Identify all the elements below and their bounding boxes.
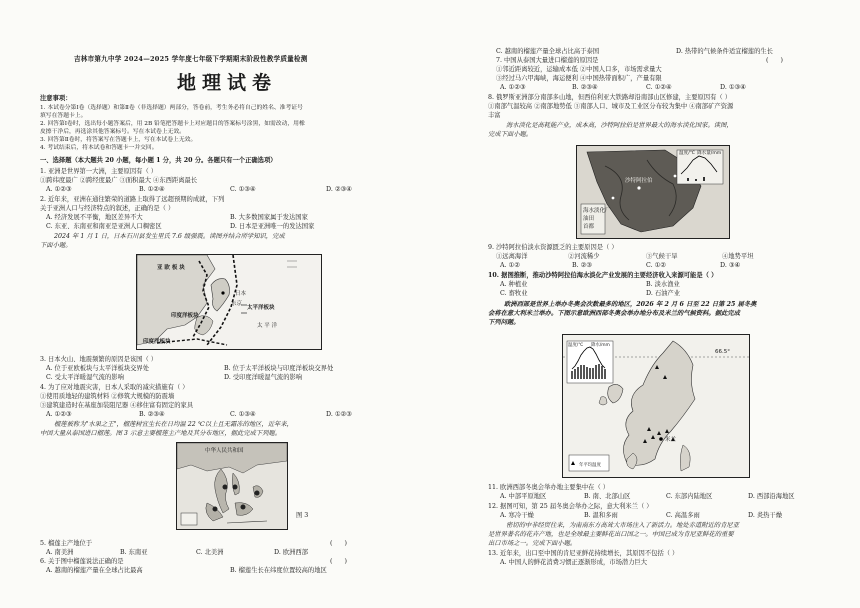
option-b: B. 南、北部山区 xyxy=(584,493,631,500)
chart-label: 温度/℃ xyxy=(679,151,695,156)
answer-bracket: ( ) xyxy=(330,540,347,547)
legend-item: 油田 xyxy=(583,216,595,222)
intro-desal: 海水淡化是高耗能产业，成本高，沙特阿拉伯是世界最大的海水淡化国家。读图， xyxy=(506,122,733,129)
question-8-items: ①南部气温较高 ②南部地势低 ③南部人口、城市及工业区分布较为集中 ④南部矿产资源 xyxy=(488,103,734,110)
option-c: C. ①③④ xyxy=(230,411,256,418)
notice-line: 填写在答题卡上。 xyxy=(40,113,87,119)
figure-caption: 图 3 xyxy=(296,512,309,519)
option-d: D. ①②③ xyxy=(326,411,352,418)
question-9-items: ③气候干旱 xyxy=(646,253,678,260)
option-d: D. ②③④ xyxy=(326,186,352,193)
question-4-items: ③建筑建造时在基座加装阻尼器 ④移住富有固定的家具 xyxy=(40,402,194,409)
saudi-map xyxy=(576,145,730,239)
exam-title: 地理试卷 xyxy=(177,72,278,94)
option-c: C. ①②④ xyxy=(646,84,672,91)
question-1-items: ①跨纬度最广 ②跨经度最广 ③面积最大 ④东西距离最长 xyxy=(40,177,198,184)
chart-label: 温度/℃ xyxy=(568,343,584,348)
option-a: A. 种植业 xyxy=(500,281,528,288)
question-9-items: ②河流稀少 xyxy=(568,253,600,260)
option-c: C. 东亚、东南亚和南亚是亚洲人口稠密区 xyxy=(46,223,162,230)
question-2: 2. 近年来，亚洲在通往繁荣的道路上取得了远超预期的成就，下列 xyxy=(40,196,225,203)
option-d: D. ①③④ xyxy=(720,84,746,91)
question-9-items: ①远离海洋 xyxy=(496,253,528,260)
saudi-map-graphic xyxy=(577,146,729,238)
answer-bracket: ( ) xyxy=(330,558,347,565)
option-a: A. 位于亚欧板块与太平洋板块交界处 xyxy=(46,365,150,372)
option-b: B. 淡水渔业 xyxy=(646,281,680,288)
option-b: B. ②③④ xyxy=(572,84,598,91)
option-c: C. 东部内陆地区 xyxy=(666,493,713,500)
question-11: 11. 欧洲西部冬奥会举办地主要集中在（ ） xyxy=(488,484,610,491)
notice-line: 3. 回答第Ⅱ卷时，将答案写在答题卡上，写在本试卷上无效。 xyxy=(40,137,197,143)
notice-line: 4. 考试结束后，将本试卷和答题卡一并交回。 xyxy=(40,145,158,151)
map-label: 印度洋板块 xyxy=(143,339,171,345)
option-c: C. 畜牧业 xyxy=(500,290,528,297)
option-a: A. ①②③ xyxy=(46,411,72,418)
map-label: 米兰 xyxy=(665,437,677,443)
option-c: C. 高温多雨 xyxy=(666,512,700,519)
legend-item: 年平均温度 xyxy=(579,463,601,468)
question-1: 1. 亚洲是世界第一大洲，主要原因有（ ） xyxy=(40,168,158,175)
notice-line: 1. 本试卷分第Ⅰ卷（选择题）和第Ⅱ卷（非选择题）两部分，答卷前，考生务必将自己的姓名、准考证号 xyxy=(40,105,303,111)
left-column xyxy=(40,0,418,608)
question-5: 5. 榴莲主产地位于 xyxy=(40,540,93,547)
intro-euro-cont: 下列问题。 xyxy=(488,319,520,326)
question-2-cont: 关于亚洲人口与经济特点的叙述，正确的是（ ） xyxy=(40,205,175,212)
section-heading: 一、选择题（本大题共 20 小题，每小题 1 分，共 20 分。各题只有一个正确选项） xyxy=(40,157,277,164)
option-d: D. 炎热干燥 xyxy=(748,512,783,519)
question-4-items: ①使用质地轻的建筑材料 ②修筑大规模的防震墙 xyxy=(40,393,175,400)
question-7-items: ③经过马六甲海峡，海运便利 ④中国热带面积广，产量有限 xyxy=(496,75,662,82)
intro-euro-cont: 会将在意大利米兰举办。下图示意欧洲西部冬奥会举办地分布及米兰的气候资料。据此完成 xyxy=(488,310,740,317)
option-d: D. 热带的气候条件适宜榴莲的生长 xyxy=(676,48,773,55)
right-column xyxy=(444,0,834,608)
question-3: 3. 日本火山、地震频繁的原因是该国（ ） xyxy=(40,356,158,363)
option-a: A. 寒冷干燥 xyxy=(500,512,534,519)
option-b: B. 东南亚 xyxy=(120,549,148,556)
option-d: D. 西部沿海地区 xyxy=(748,493,795,500)
map-label: 亚 欧 板 块 xyxy=(157,265,185,271)
question-8: 8. 俄罗斯亚洲部分南部多山地，但西伯利亚大铁路却沿南部山区修建，主要原因有（ ） xyxy=(488,94,731,101)
question-13: 13. 近年来，出口至中国的肯尼亚鲜花持续增长，其原因不包括（ ） xyxy=(488,550,679,557)
option-b: B. ①②④ xyxy=(139,186,165,193)
option-a: A. ①② xyxy=(500,262,520,269)
option-c: C. 北美洲 xyxy=(196,549,224,556)
question-12: 12. 据图可知，第 25 届冬奥会举办之际，意大利米兰（ ） xyxy=(488,503,653,510)
answer-bracket: ( ) xyxy=(766,57,783,64)
option-a: A. ①②③ xyxy=(500,84,526,91)
durian-map-graphic xyxy=(177,443,287,529)
intro-flower-cont: 是世界著名的花卉产地，也是全球最主要鲜花出口国之一。中国已成为肯尼亚鲜花的重要 xyxy=(488,531,734,538)
intro-flower-cont: 出口市场之一。完成下面小题。 xyxy=(488,540,577,547)
intro-desal-cont: 完成下面小题。 xyxy=(488,131,533,138)
map-label: 日本 xyxy=(235,291,247,297)
question-9-items: ④地势平坦 xyxy=(722,253,754,260)
option-c: C. ①③④ xyxy=(230,186,256,193)
notice-line: 皮擦干净后，再选涂其他答案标号。写在本试卷上无效。 xyxy=(40,129,185,135)
question-7: 7. 中国从泰国大量进口榴莲的原因是 xyxy=(496,57,599,64)
option-b: B. ②③ xyxy=(572,262,592,269)
intro-durian: 榴莲被称为"水果之王"，榴莲树宜生长在日均温 22 ℃以上且无霜冻的地区，近年来， xyxy=(54,421,293,428)
question-6: 6. 关于图中榴莲说法正确的是 xyxy=(40,558,124,565)
option-d: D. 受印度洋暖湿气流的影响 xyxy=(224,374,303,381)
option-a: A. 中部平原地区 xyxy=(500,493,547,500)
option-a: A. 经济发展不平衡，地区差异不大 xyxy=(46,214,143,221)
option-a: A. 南美洲 xyxy=(46,549,74,556)
option-d: D. ③④ xyxy=(720,262,741,269)
school-line: 吉林市第九中学 2024—2025 学年度七年级下学期期末阶段性教学质量检测 xyxy=(74,55,308,63)
question-4: 4. 为了应对地震灾害，日本人采取的减灾措施有（ ） xyxy=(40,384,189,391)
question-8-items-cont: 丰富 xyxy=(488,112,501,119)
europe-map xyxy=(562,334,750,478)
map-label: 中华人民共和国 xyxy=(205,448,244,454)
durian-map xyxy=(176,442,288,530)
legend-item: 首都 xyxy=(583,224,595,230)
map-label: 东京 xyxy=(231,301,243,307)
option-a: A. 中国人的鲜花消费习惯正逐渐形成，市场潜力巨大 xyxy=(500,559,648,566)
plate-map xyxy=(136,254,322,350)
option-b: B. 位于太平洋板块与印度洋板块交界处 xyxy=(224,365,334,372)
map-label: 印度洋板块 xyxy=(171,313,199,319)
option-b: B. 大多数国家属于发达国家 xyxy=(230,214,308,221)
option-b: B. 榴莲生长在纬度位置较高的地区 xyxy=(230,567,327,574)
map-label: 沙特阿拉伯 xyxy=(625,178,653,184)
option-c: C. 越南的榴莲产量全球占比高于泰国 xyxy=(496,48,600,55)
intro-flower: 密切的中非经贸往来，为南南东方高耸大市场注入了新活力。地处赤道附近的肯尼亚 xyxy=(506,522,739,529)
option-d: D. 石油产业 xyxy=(646,290,681,297)
option-a: A. 越南的榴莲产量在全球占比最高 xyxy=(46,567,143,574)
option-a: A. ①②③ xyxy=(46,186,72,193)
option-d: D. 欧洲西部 xyxy=(274,549,309,556)
intro-japan-cont: 下面小题。 xyxy=(40,242,72,249)
europe-map-graphic xyxy=(563,335,749,477)
option-c: C. 受太平洋暖湿气流的影响 xyxy=(46,374,124,381)
question-10: 10. 据图推断，推动沙特阿拉伯海水淡化产业发展的主要经济收入来源可能是（ ） xyxy=(488,272,718,279)
option-b: B. 温和多雨 xyxy=(584,512,618,519)
question-9: 9. 沙特阿拉伯淡水资源匮乏的主要原因是（ ） xyxy=(488,244,618,251)
intro-japan: 2024 年 1 月 1 日，日本石川县发生里氏 7.6 级强震。读图并结合所学知识，完成 xyxy=(54,233,285,240)
notice-line: 2. 回答第Ⅰ卷时，选出每小题答案后，用 2B 铅笔把答题卡上对应题目的答案标号涂黑，如需改动，用橡 xyxy=(40,121,305,127)
intro-euro: 欧洲西部是世界上举办冬奥会次数最多的地区，2026 年 2 月 6 日至 22 日第 25 届冬奥 xyxy=(504,301,757,308)
legend-item: 海水淡化厂 xyxy=(583,208,611,214)
option-c: C. ①② xyxy=(646,262,666,269)
latitude-label: 66.5° xyxy=(715,349,730,355)
map-label: 太 平 洋 xyxy=(257,323,277,329)
intro-durian-cont: 中国大量从泰国进口榴莲。图 3 示意主要榴莲主产地及其分布地区，据此完成下列题。 xyxy=(40,430,281,437)
chart-label: 降水量/mm xyxy=(697,151,722,156)
map-label: 太平洋板块 xyxy=(247,305,275,311)
option-b: B. ②③④ xyxy=(139,411,165,418)
notice-title: 注意事项： xyxy=(40,95,72,102)
question-7-items: ①邻近距离较近，运输成本低 ②中国人口多，市场需求量大 xyxy=(496,66,662,73)
chart-label: 降水/mm xyxy=(591,343,610,348)
option-d: D. 日本是亚洲唯一的发达国家 xyxy=(230,223,315,230)
